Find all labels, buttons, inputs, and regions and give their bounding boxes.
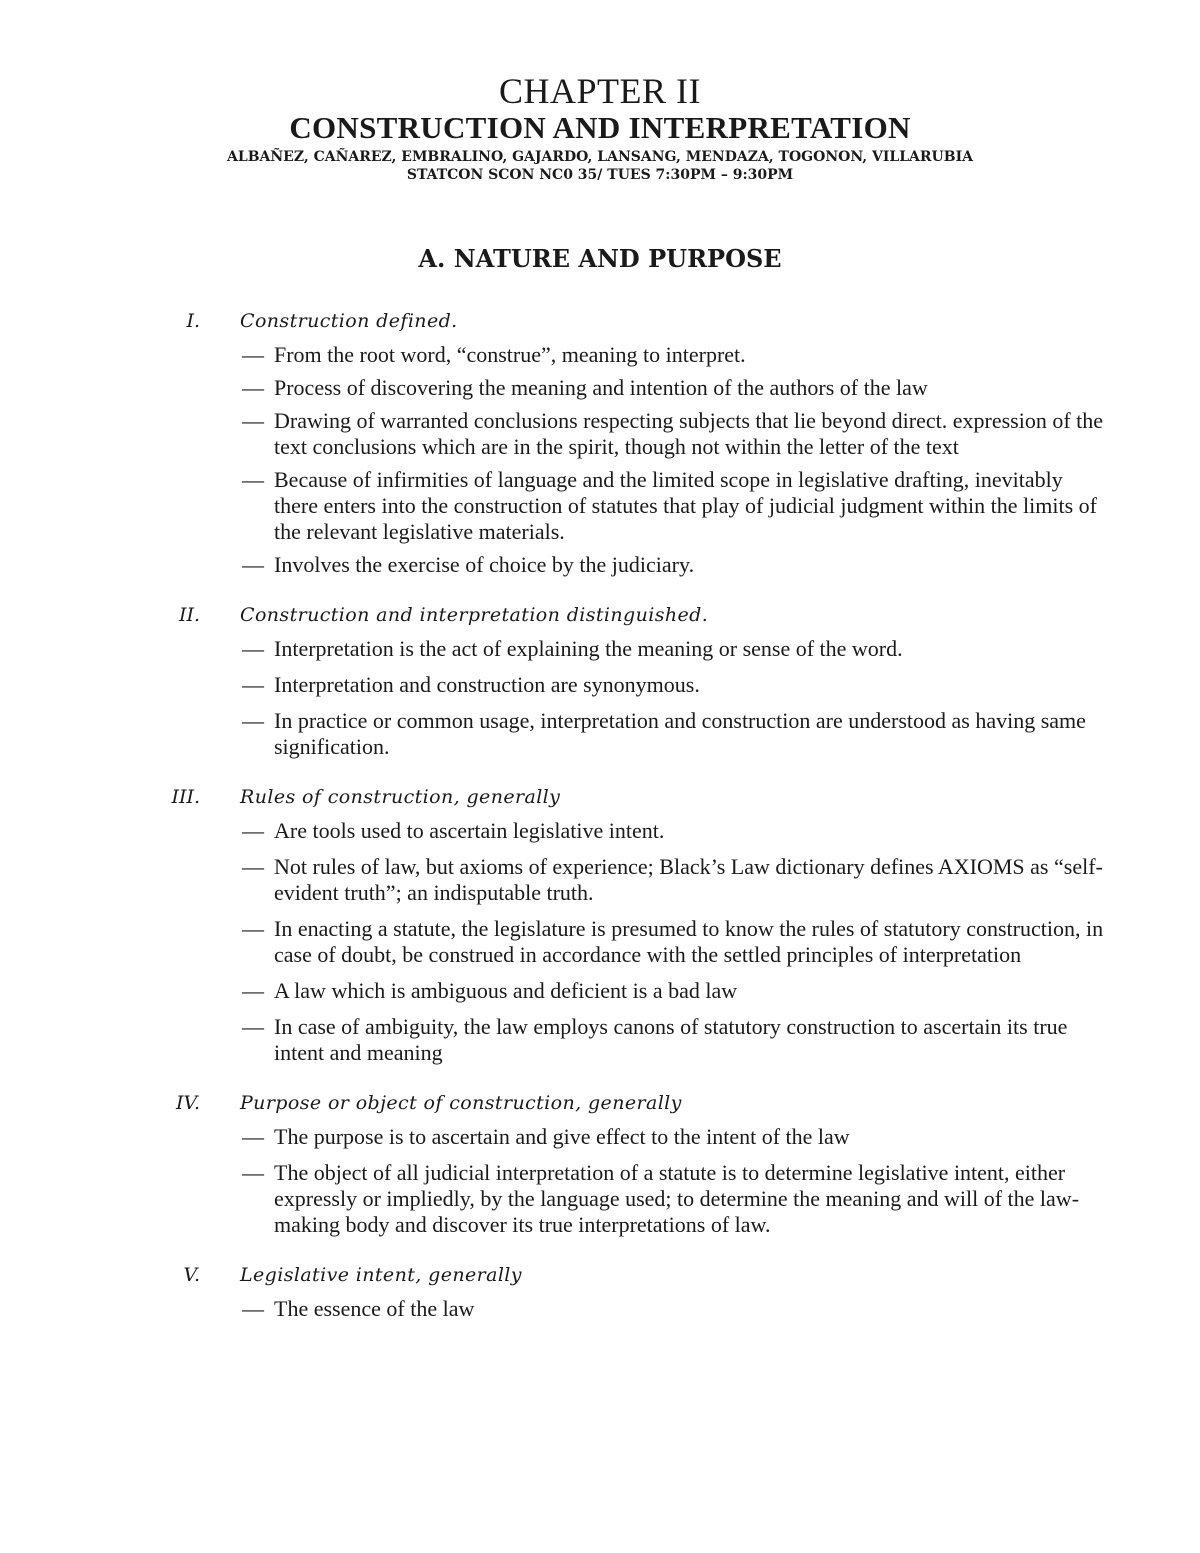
- topic-header: [0, 1088, 1200, 1118]
- item-text: The purpose is to ascertain and give effect to the intent of the law: [274, 1124, 850, 1149]
- topic-items: [0, 818, 1200, 1066]
- dash-bullet: —: [242, 818, 264, 843]
- topic-numeral: II.: [178, 604, 200, 626]
- topic-numeral: III.: [171, 786, 200, 808]
- chapter-header: [0, 70, 1200, 184]
- item-text: Involves the exercise of choice by the judiciary.: [274, 552, 695, 577]
- class-info: STATCON SCON NC0 35/ TUES 7:30PM – 9:30PM: [406, 167, 794, 183]
- item-text: The object of all judicial interpretation of a statute is to determine legislative intent, either expressly or impliedly, by the language used; to determine the meaning and will of the law-making body and discover its true interpretations of law.: [274, 1160, 1080, 1237]
- dash-bullet: —: [242, 978, 264, 1003]
- topic-title: Legislative intent, generally: [240, 1264, 522, 1286]
- topic: [0, 1260, 1200, 1322]
- topic: [0, 600, 1200, 760]
- item-text: Interpretation and construction are synonymous.: [274, 672, 700, 697]
- dash-bullet: —: [242, 636, 264, 661]
- topic-title: Rules of construction, generally: [240, 786, 561, 808]
- topic-header: [0, 782, 1200, 812]
- list-item: [0, 1124, 1104, 1150]
- list-item: [0, 854, 1104, 906]
- list-item: [0, 552, 1104, 578]
- list-item: [0, 818, 1104, 844]
- dash-bullet: —: [242, 1124, 264, 1149]
- item-text: Are tools used to ascertain legislative intent.: [274, 818, 665, 843]
- topic-items: [0, 636, 1200, 760]
- chapter-title: CONSTRUCTION AND INTERPRETATION: [289, 110, 911, 145]
- list-item: [0, 342, 1104, 368]
- list-item: [0, 916, 1104, 968]
- item-text: In practice or common usage, interpretation and construction are understood as having same signification.: [274, 708, 1086, 759]
- list-item: [0, 1014, 1104, 1066]
- section-heading: A. NATURE AND PURPOSE: [418, 244, 782, 273]
- dash-bullet: —: [242, 1014, 264, 1039]
- topic: [0, 306, 1200, 578]
- list-item: [0, 1160, 1104, 1238]
- topic-numeral: V.: [183, 1264, 200, 1286]
- topic-numeral: IV.: [176, 1092, 200, 1114]
- dash-bullet: —: [242, 375, 264, 400]
- item-text: From the root word, “construe”, meaning to interpret.: [274, 342, 746, 367]
- item-text: Drawing of warranted conclusions respecting subjects that lie beyond direct. expression of the text conclusions which are in the spirit, though not within the letter of the text: [274, 408, 1104, 459]
- item-text: Not rules of law, but axioms of experience; Black’s Law dictionary defines AXIOMS as “self-evident truth”; an indisputable truth.: [274, 854, 1103, 905]
- topic-header: [0, 600, 1200, 630]
- topic: [0, 1088, 1200, 1238]
- list-item: [0, 708, 1104, 760]
- dash-bullet: —: [242, 408, 264, 433]
- topic: [0, 782, 1200, 1066]
- item-text: Interpretation is the act of explaining the meaning or sense of the word.: [274, 636, 903, 661]
- topic-header: [0, 306, 1200, 336]
- topic-numeral: I.: [186, 310, 200, 332]
- topic-title: Purpose or object of construction, generally: [240, 1092, 682, 1114]
- item-text: The essence of the law: [274, 1296, 475, 1321]
- topic-title: Construction and interpretation distinguished.: [240, 604, 709, 626]
- topic-header: [0, 1260, 1200, 1290]
- topic-items: [0, 342, 1200, 578]
- outline: [0, 306, 1200, 1344]
- list-item: [0, 375, 1104, 401]
- dash-bullet: —: [242, 467, 264, 492]
- author-list: ALBAÑEZ, CAÑAREZ, EMBRALINO, GAJARDO, LANSANG, MENDAZA, TOGONON, VILLARUBIA: [226, 149, 974, 165]
- dash-bullet: —: [242, 342, 264, 367]
- list-item: [0, 672, 1104, 698]
- dash-bullet: —: [242, 552, 264, 577]
- item-text: In case of ambiguity, the law employs canons of statutory construction to ascertain its true intent and meaning: [274, 1014, 1068, 1065]
- list-item: [0, 1296, 1104, 1322]
- dash-bullet: —: [242, 1160, 264, 1185]
- dash-bullet: —: [242, 854, 264, 879]
- list-item: [0, 467, 1104, 545]
- item-text: A law which is ambiguous and deficient is a bad law: [274, 978, 738, 1003]
- dash-bullet: —: [242, 916, 264, 941]
- chapter-number: CHAPTER II: [499, 71, 701, 111]
- list-item: [0, 978, 1104, 1004]
- item-text: Process of discovering the meaning and intention of the authors of the law: [274, 375, 928, 400]
- list-item: [0, 636, 1104, 662]
- dash-bullet: —: [242, 708, 264, 733]
- item-text: In enacting a statute, the legislature is presumed to know the rules of statutory construction, in case of doubt, be construed in accordance with the settled principles of interpretation: [274, 916, 1104, 967]
- topic-items: [0, 1124, 1200, 1238]
- topic-items: [0, 1296, 1200, 1322]
- dash-bullet: —: [242, 672, 264, 697]
- dash-bullet: —: [242, 1296, 264, 1321]
- item-text: Because of infirmities of language and the limited scope in legislative drafting, inevitably there enters into the construction of statutes that play of judicial judgment within the limits of the relevant legislative materials.: [274, 467, 1097, 544]
- topic-title: Construction defined.: [240, 310, 458, 332]
- list-item: [0, 408, 1104, 460]
